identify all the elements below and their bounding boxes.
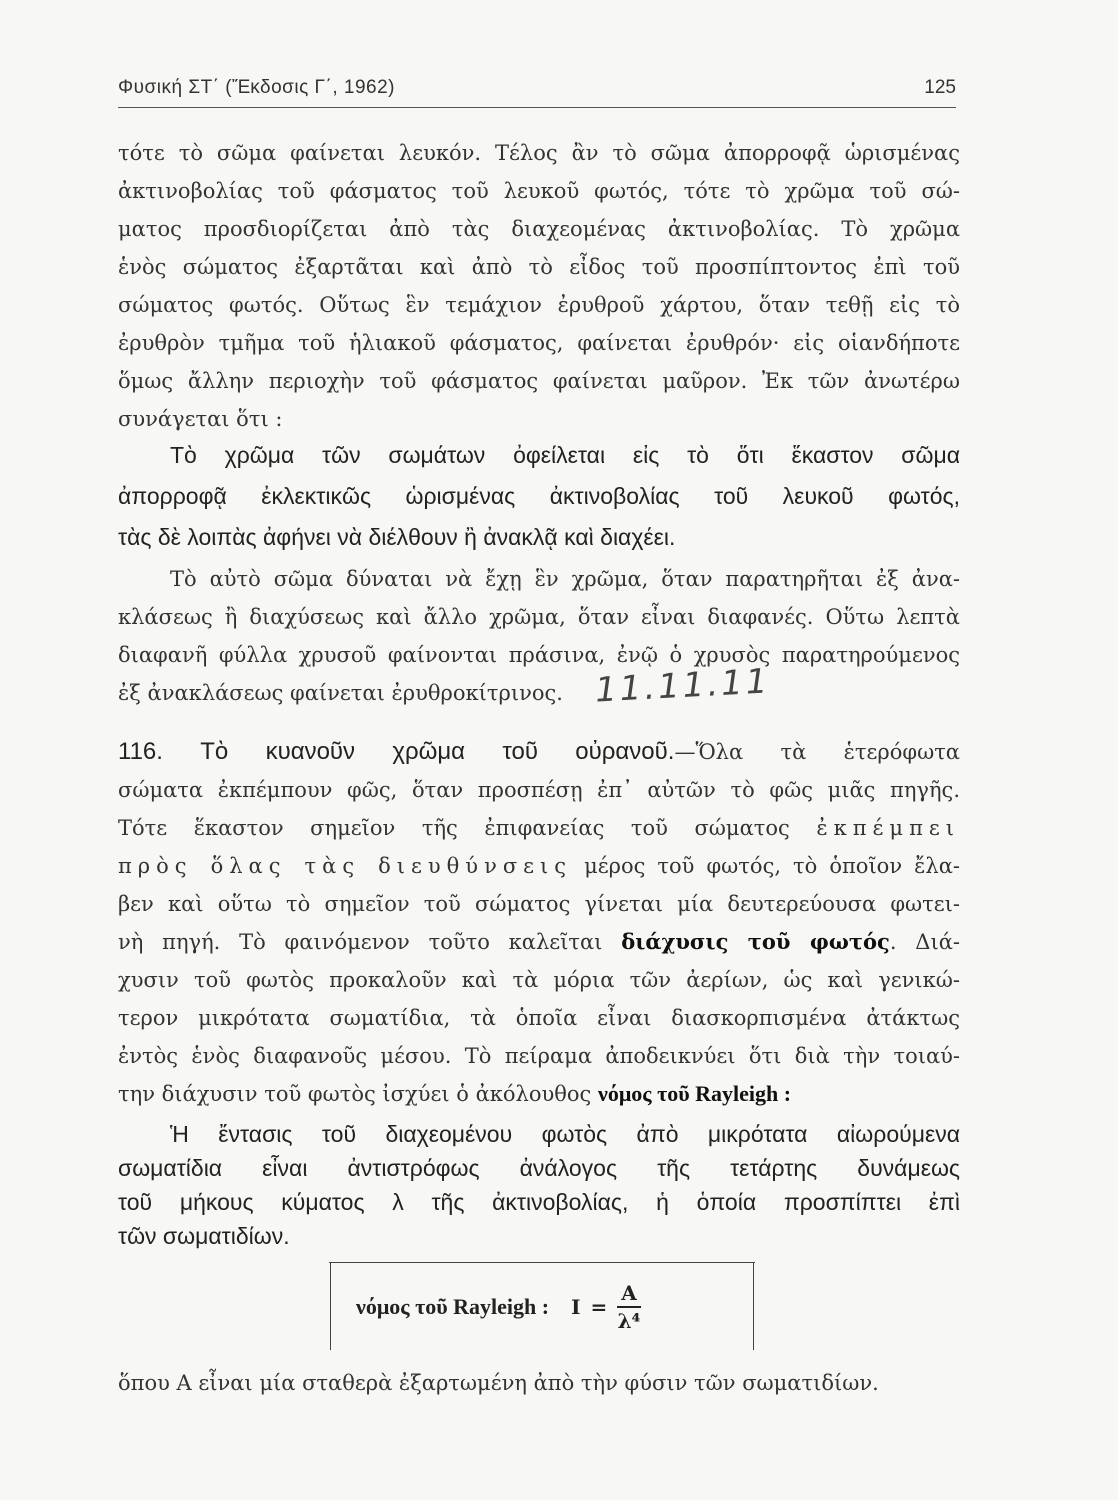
bold-term: νόμος τοῦ Rayleigh : [598, 1081, 792, 1106]
text-span: . Διά- [889, 930, 960, 954]
text-span: νὴ πηγή. Τὸ φαινόμενον τοῦτο καλεῖται [118, 930, 603, 954]
text-line: συνάγεται ὅτι : [118, 407, 283, 431]
text-line: τὰς δὲ λοιπὰς ἀφήνει νὰ διέλθουν ἢ ἀνακλᾷ καὶ διαχέει. [118, 524, 676, 550]
numerator: A [617, 1280, 641, 1308]
handwritten-note: 11.11.11 [594, 661, 772, 711]
text-line: διαφανῆ φύλλα χρυσοῦ φαίνονται πράσινα, ἐνῷ ὁ χρυσὸς παρατηρούμενος [118, 643, 960, 667]
page-number: 125 [924, 77, 956, 98]
bold-term: διάχυσις τοῦ φωτός [621, 929, 890, 954]
text-line: Τὸ αὐτὸ σῶμα δύναται νὰ ἔχῃ ἓν χρῶμα, ὅταν παρατηρῆται ἐξ ἀνα- [170, 567, 960, 591]
denominator: λ⁴ [617, 1309, 641, 1333]
section-heading-line [118, 733, 960, 771]
text-line: ἀπορροφᾷ ἐκλεκτικῶς ὡρισμένας ἀκτινοβολίας τοῦ λευκοῦ φωτός, [118, 483, 960, 509]
text-line [118, 847, 960, 885]
text-line [118, 1075, 960, 1113]
text-line: ματος προσδιορίζεται ἀπὸ τὰς διαχεομένας ἀκτινοβολίας. Τὸ χρῶμα [118, 217, 960, 241]
text-line: τῶν σωματιδίων. [118, 1223, 290, 1249]
formula-lhs: I [571, 1295, 581, 1319]
text-span: μέρος τοῦ φωτός, τὸ ὁποῖον ἔλα- [584, 854, 960, 878]
text-line: σώματα ἐκπέμπουν φῶς, ὅταν προσπέσῃ ἐπ᾽ αὐτῶν τὸ φῶς μιᾶς πηγῆς. [118, 778, 960, 802]
equals-sign: = [590, 1295, 608, 1319]
fraction [617, 1280, 641, 1334]
emphasis-spaced: ἐκπέμπει [816, 816, 960, 840]
text-span: —Ὅλα τὰ ἑτερόφωτα [674, 740, 960, 764]
text-line: τότε τὸ σῶμα φαίνεται λευκόν. Τέλος ἂν τὸ σῶμα ἀπορροφᾷ ὡρισμένας [118, 141, 960, 165]
text-line [118, 923, 960, 961]
text-line: κλάσεως ἢ διαχύσεως καὶ ἄλλο χρῶμα, ὅταν εἶναι διαφανές. Οὕτω λεπτὰ [118, 605, 960, 629]
text-line: ὅπου A εἶναι μία σταθερὰ ἐξαρτωμένη ἀπὸ τὴν φύσιν τῶν σωματιδίων. [118, 1371, 879, 1395]
formula-label: νόμος τοῦ Rayleigh : [356, 1294, 550, 1319]
section-number: 116. [118, 738, 163, 765]
text-line: ἀκτινοβολίας τοῦ φάσματος τοῦ λευκοῦ φωτός, τότε τὸ χρῶμα τοῦ σώ- [118, 179, 960, 203]
text-line: σώματος φωτός. Οὕτως ἓν τεμάχιον ἐρυθροῦ χάρτου, ὅταν τεθῇ εἰς τὸ [118, 293, 960, 317]
text-line [118, 809, 960, 847]
text-line: ἐρυθρὸν τμῆμα τοῦ ἡλιακοῦ φάσματος, φαίνεται ἐρυθρόν· εἰς οἱανδήποτε [118, 331, 960, 355]
text-line: τερον μικρότατα σωματίδια, τὰ ὁποῖα εἶναι διασκορπισμένα ἀτάκτως [118, 1006, 960, 1030]
text-span: την διάχυσιν τοῦ φωτὸς ἰσχύει ὁ ἀκόλουθος [118, 1082, 592, 1106]
text-line: τοῦ μήκους κύματος λ τῆς ἀκτινοβολίας, ἡ ὁποία προσπίπτει ἐπὶ [118, 1189, 960, 1215]
section-title: Τὸ κυανοῦν χρῶμα τοῦ οὐρανοῦ. [200, 738, 675, 765]
text-span: Τότε ἕκαστον σημεῖον τῆς ἐπιφανείας τοῦ σώματος [118, 816, 790, 840]
running-title: Φυσική ΣΤ΄ (Ἔκδοσις Γ΄, 1962) [118, 77, 395, 98]
text-line: βεν καὶ οὕτω τὸ σημεῖον τοῦ σώματος γίνεται μία δευτερεύουσα φωτει- [118, 892, 960, 916]
text-line: Ἡ ἔντασις τοῦ διαχεομένου φωτὸς ἀπὸ μικρότατα αἰωρούμενα [170, 1121, 960, 1147]
text-line: Τὸ χρῶμα τῶν σωμάτων ὀφείλεται εἰς τὸ ὅτι ἕκαστον σῶμα [170, 442, 960, 468]
text-line: ἑνὸς σώματος ἐξαρτᾶται καὶ ἀπὸ τὸ εἶδος τοῦ προσπίπτοντος ἐπὶ τοῦ [118, 255, 960, 279]
page-header [118, 73, 956, 108]
text-line: χυσιν τοῦ φωτὸς προκαλοῦν καὶ τὰ μόρια τῶν ἀερίων, ὡς καὶ γενικώ- [118, 968, 960, 992]
emphasis-spaced: πρὸς ὅλας τὰς διευθύνσεις [118, 854, 573, 878]
text-line: ἐξ ἀνακλάσεως φαίνεται ἐρυθροκίτρινος. [118, 681, 563, 705]
rayleigh-formula [356, 1282, 641, 1332]
text-line: ἐντὸς ἑνὸς διαφανοῦς μέσου. Τὸ πείραμα ἀποδεικνύει ὅτι διὰ τὴν τοιαύ- [118, 1044, 960, 1068]
text-line: σωματίδια εἶναι ἀντιστρόφως ἀνάλογος τῆς τετάρτης δυνάμεως [118, 1155, 960, 1181]
formula-box [330, 1262, 754, 1350]
text-line: ὅμως ἄλλην περιοχὴν τοῦ φάσματος φαίνεται μαῦρον. Ἐκ τῶν ἀνωτέρω [118, 369, 960, 393]
